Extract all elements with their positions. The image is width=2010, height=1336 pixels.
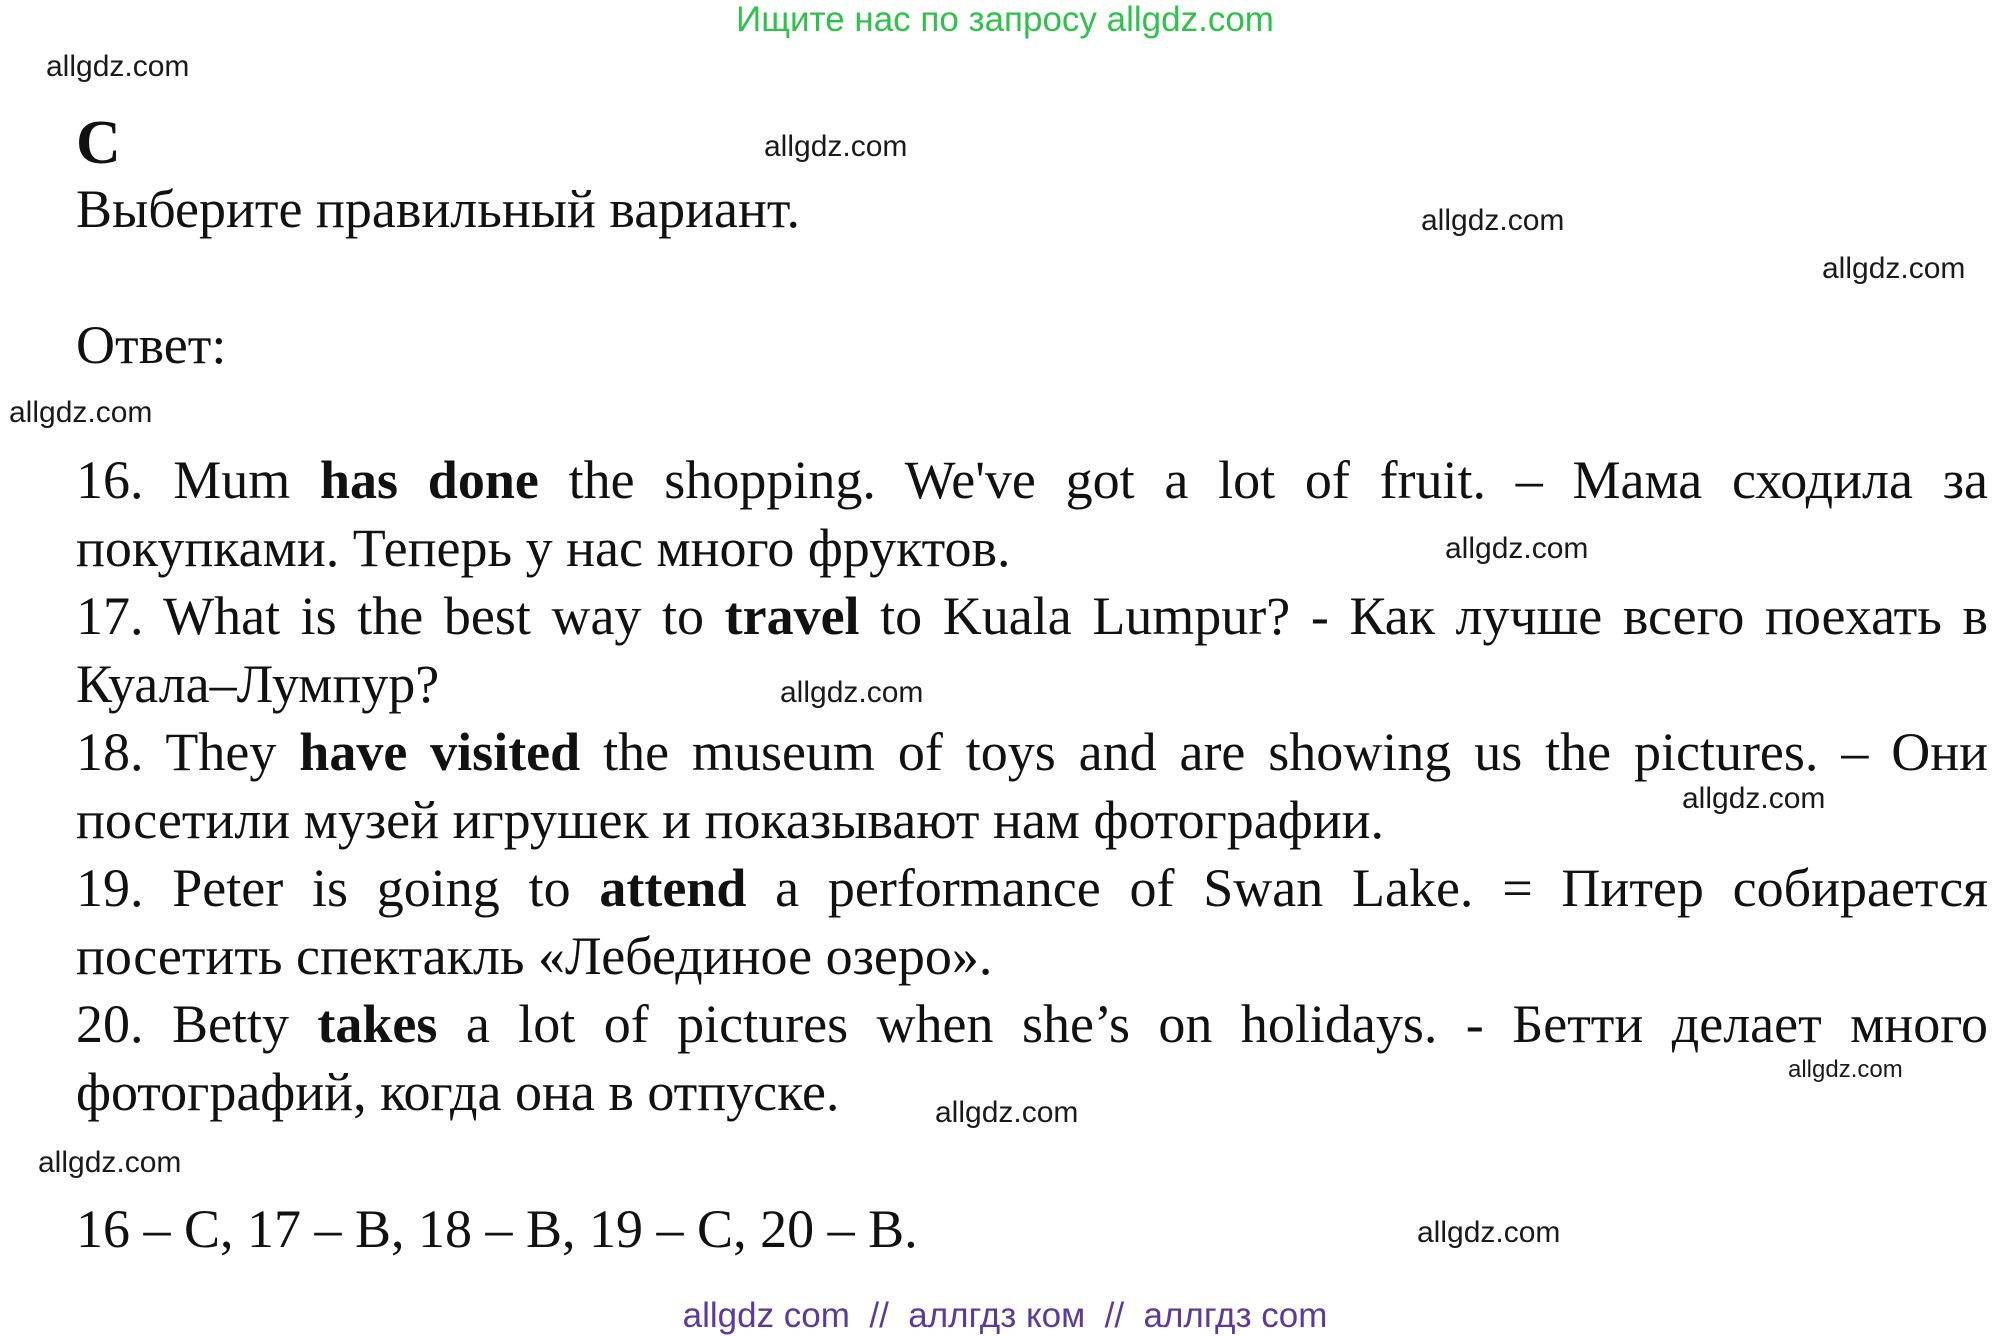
- answer-text: What is the best way to: [143, 586, 725, 646]
- watermark: allgdz.com: [1822, 252, 1966, 285]
- answer-text: Peter is going to: [143, 858, 600, 918]
- answer-text: to Kuala Lumpur? - Как лучше всего поехать в Куала–Лумпур?: [76, 586, 1988, 714]
- answer-number: 17.: [76, 586, 144, 646]
- answer-item: [76, 446, 1988, 582]
- answer-number: 18.: [76, 722, 144, 782]
- answer-text: the shopping. We've got a lot of fruit. – Мама сходила за покупками. Теперь у нас много фруктов.: [76, 450, 1988, 578]
- answer-label: Ответ:: [76, 315, 227, 375]
- watermark: allgdz.com: [1788, 1056, 1903, 1083]
- watermark: allgdz.com: [780, 676, 924, 709]
- answer-number: 19.: [76, 858, 144, 918]
- answer-text: the museum of toys and are showing us the pictures. – Они посетили музей игрушек и показывают нам фотографии.: [76, 722, 1989, 850]
- answer-highlight: travel: [724, 586, 860, 646]
- section-letter: C: [76, 109, 121, 177]
- watermark: allgdz.com: [1445, 532, 1589, 565]
- answer-text: They: [143, 722, 300, 782]
- answer-text: a performance of Swan Lake. = Питер собирается посетить спектакль «Лебединое озеро».: [76, 858, 1988, 986]
- watermark: allgdz.com: [764, 130, 908, 163]
- answers-list: [76, 446, 1988, 1126]
- answer-text: Mum: [143, 450, 321, 510]
- answer-highlight: attend: [599, 858, 747, 918]
- watermark: allgdz.com: [1421, 204, 1565, 237]
- answer-number: 20.: [76, 994, 144, 1054]
- answer-text: a lot of pictures when she’s on holidays. - Бетти делает много фотографий, когда она в отпуске.: [76, 994, 1989, 1122]
- answer-key: 16 – C, 17 – B, 18 – B, 19 – C, 20 – B.: [76, 1199, 918, 1259]
- task-instruction: Выберите правильный вариант.: [76, 179, 800, 239]
- watermark: allgdz.com: [9, 396, 153, 429]
- answer-item: [76, 718, 1988, 854]
- answer-highlight: has done: [320, 450, 539, 510]
- watermark: allgdz.com: [38, 1146, 182, 1179]
- watermark: allgdz.com: [935, 1096, 1079, 1129]
- watermark: allgdz.com: [46, 50, 190, 83]
- answer-number: 16.: [76, 450, 144, 510]
- answer-item: [76, 582, 1988, 718]
- watermark: allgdz.com: [1682, 782, 1826, 815]
- answer-highlight: takes: [317, 994, 438, 1054]
- answer-item: [76, 990, 1988, 1126]
- watermark: allgdz.com: [1417, 1216, 1561, 1249]
- top-banner: Ищите нас по запросу allgdz.com: [736, 0, 1274, 39]
- answer-text: Betty: [143, 994, 318, 1054]
- answer-highlight: have visited: [299, 722, 581, 782]
- bottom-banner: allgdz com // аллгдз ком // аллгдз com: [682, 1296, 1328, 1335]
- answer-item: [76, 854, 1988, 990]
